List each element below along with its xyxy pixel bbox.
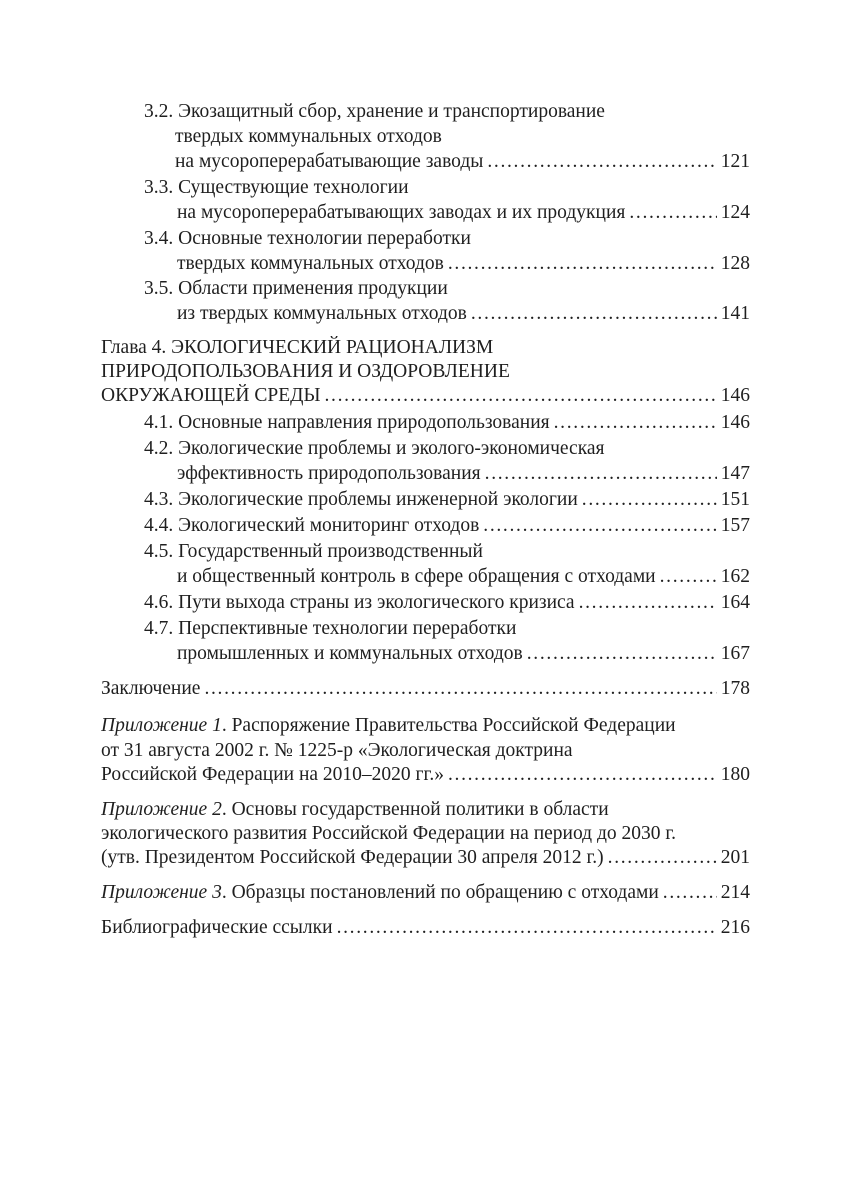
appendix-1-line-2 [101, 738, 573, 764]
page-number: 216 [720, 917, 750, 938]
page-number: 121 [720, 151, 750, 172]
page-number: 167 [720, 643, 750, 664]
chapter-title: ПРИРОДОПОЛЬЗОВАНИЯ И ОЗДОРОВЛЕНИЕ [101, 361, 510, 382]
leader-dots [448, 251, 717, 277]
chapter-4-title-line-3[interactable] [101, 383, 750, 409]
appendix-title: . Распоряжение Правительства Российской Федерации [221, 715, 676, 736]
toc-bibliography[interactable] [101, 915, 750, 941]
appendix-2-line-3[interactable] [101, 845, 750, 871]
entry-title: Области применения продукции [178, 278, 448, 299]
entry-title: эффективность природопользования [177, 463, 481, 484]
entry-title: из твердых коммунальных отходов [177, 303, 467, 324]
toc-entry-3-4-line-1 [144, 226, 471, 252]
appendix-3[interactable] [101, 880, 750, 906]
appendix-title: (утв. Президентом Российской Федерации 30 апреля 2012 г.) [101, 847, 604, 868]
entry-title [144, 513, 479, 539]
page-number: 162 [720, 566, 750, 587]
toc-entry-4-7-line-2[interactable] [177, 641, 750, 667]
toc-entry-4-4[interactable] [144, 513, 750, 539]
appendix-title: экологического развития Российской Федерации на период до 2030 г. [101, 823, 677, 844]
bibliography-title: Библиографические ссылки [101, 917, 333, 938]
appendix-label: Приложение 2 [101, 799, 222, 820]
entry-title: твердых коммунальных отходов [177, 253, 444, 274]
toc-entry-4-5-line-2[interactable] [177, 564, 750, 590]
entry-title: Экозащитный сбор, хранение и транспортирование [178, 101, 605, 122]
leader-dots [471, 301, 717, 327]
entry-number: 3.2. [144, 101, 174, 122]
entry-number: 4.7. [144, 618, 174, 639]
toc-entry-3-2-line-1 [144, 99, 605, 125]
toc-entry-4-7-line-1 [144, 616, 516, 642]
leader-dots [579, 590, 717, 616]
entry-number: 3.5. [144, 278, 174, 299]
appendix-2-line-1 [101, 797, 609, 823]
leader-dots [485, 461, 717, 487]
entry-number: 4.5. [144, 541, 174, 562]
toc-entry-4-2-line-1 [144, 436, 605, 462]
page-number: 147 [720, 463, 750, 484]
toc-conclusion[interactable] [101, 676, 750, 702]
page-number: 124 [720, 202, 750, 223]
entry-title: Перспективные технологии переработки [178, 618, 517, 639]
leader-dots [660, 564, 717, 590]
entry-title: Экологические проблемы и эколого-экономическая [178, 438, 605, 459]
leader-dots [483, 513, 716, 539]
toc-entry-3-3-line-2[interactable] [177, 200, 750, 226]
entry-number: 3.3. [144, 177, 174, 198]
entry-title: промышленных и коммунальных отходов [177, 643, 523, 664]
toc-entry-3-3-line-1 [144, 175, 409, 201]
leader-dots [448, 762, 717, 788]
entry-number: 3.4. [144, 228, 174, 249]
leader-dots [608, 845, 717, 871]
entry-title: на мусороперерабатывающих заводах и их продукция [177, 202, 626, 223]
toc-entry-3-4-line-2[interactable] [177, 251, 750, 277]
entry-number: 4.4. [144, 515, 174, 536]
entry-title: Основные технологии переработки [178, 228, 471, 249]
entry-title-text: Экологический мониторинг отходов [178, 515, 480, 536]
entry-number: 4.6. [144, 592, 174, 613]
page-number: 214 [720, 882, 750, 903]
entry-number: 4.1. [144, 412, 174, 433]
leader-dots [527, 641, 717, 667]
entry-title-text: Пути выхода страны из экологического кризиса [178, 592, 575, 613]
entry-number: 4.2. [144, 438, 174, 459]
leader-dots [487, 149, 716, 175]
toc-entry-3-2-line-2 [175, 124, 442, 150]
appendix-title: от 31 августа 2002 г. № 1225-р «Экологическая доктрина [101, 740, 573, 761]
leader-dots [663, 880, 717, 906]
page-number: 146 [720, 412, 750, 433]
appendix-label: Приложение 3 [101, 882, 222, 903]
toc-entry-4-3[interactable] [144, 487, 750, 513]
page-number: 180 [720, 764, 750, 785]
appendix-label: Приложение 1 [101, 715, 222, 736]
entry-title: и общественный контроль в сфере обращения с отходами [177, 566, 656, 587]
page-number: 146 [720, 385, 750, 406]
page-number: 157 [720, 515, 750, 536]
toc-entry-4-6[interactable] [144, 590, 750, 616]
entry-title: Государственный производственный [178, 541, 483, 562]
entry-title-text: Экологические проблемы инженерной экологии [178, 489, 578, 510]
leader-dots [324, 383, 716, 409]
leader-dots [554, 410, 717, 436]
appendix-title-line [101, 880, 659, 906]
entry-title: на мусороперерабатывающие заводы [175, 151, 484, 172]
appendix-title: . Образцы постановлений по обращению с отходами [221, 882, 659, 903]
page-number: 151 [720, 489, 750, 510]
entry-title: твердых коммунальных отходов [175, 126, 442, 147]
toc-entry-4-1[interactable] [144, 410, 750, 436]
leader-dots [204, 676, 716, 702]
entry-title [144, 590, 575, 616]
chapter-title: ОКРУЖАЮЩЕЙ СРЕДЫ [101, 385, 321, 406]
toc-entry-3-5-line-1 [144, 276, 448, 302]
toc-entry-4-5-line-1 [144, 539, 483, 565]
entry-title: Существующие технологии [178, 177, 409, 198]
toc-entry-4-2-line-2[interactable] [177, 461, 750, 487]
appendix-1-line-3[interactable] [101, 762, 750, 788]
leader-dots [582, 487, 717, 513]
appendix-title: Российской Федерации на 2010–2020 гг.» [101, 764, 444, 785]
entry-title-text: Основные направления природопользования [178, 412, 550, 433]
chapter-title: Глава 4. ЭКОЛОГИЧЕСКИЙ РАЦИОНАЛИЗМ [101, 337, 494, 358]
conclusion-title: Заключение [101, 678, 201, 699]
entry-number: 4.3. [144, 489, 174, 510]
leader-dots [337, 915, 717, 941]
leader-dots [629, 200, 716, 226]
appendix-title: . Основы государственной политики в области [221, 799, 609, 820]
page-number: 128 [720, 253, 750, 274]
chapter-4-title-line-1 [101, 335, 493, 361]
entry-title [144, 410, 550, 436]
appendix-2-line-2 [101, 821, 676, 847]
entry-title [144, 487, 578, 513]
page-number: 141 [720, 303, 750, 324]
chapter-4-title-line-2 [101, 359, 510, 385]
toc-entry-3-2-line-3[interactable] [175, 149, 750, 175]
page-number: 164 [720, 592, 750, 613]
toc-entry-3-5-line-2[interactable] [177, 301, 750, 327]
page-number: 201 [720, 847, 750, 868]
page-number: 178 [720, 678, 750, 699]
appendix-1-line-1 [101, 713, 676, 739]
